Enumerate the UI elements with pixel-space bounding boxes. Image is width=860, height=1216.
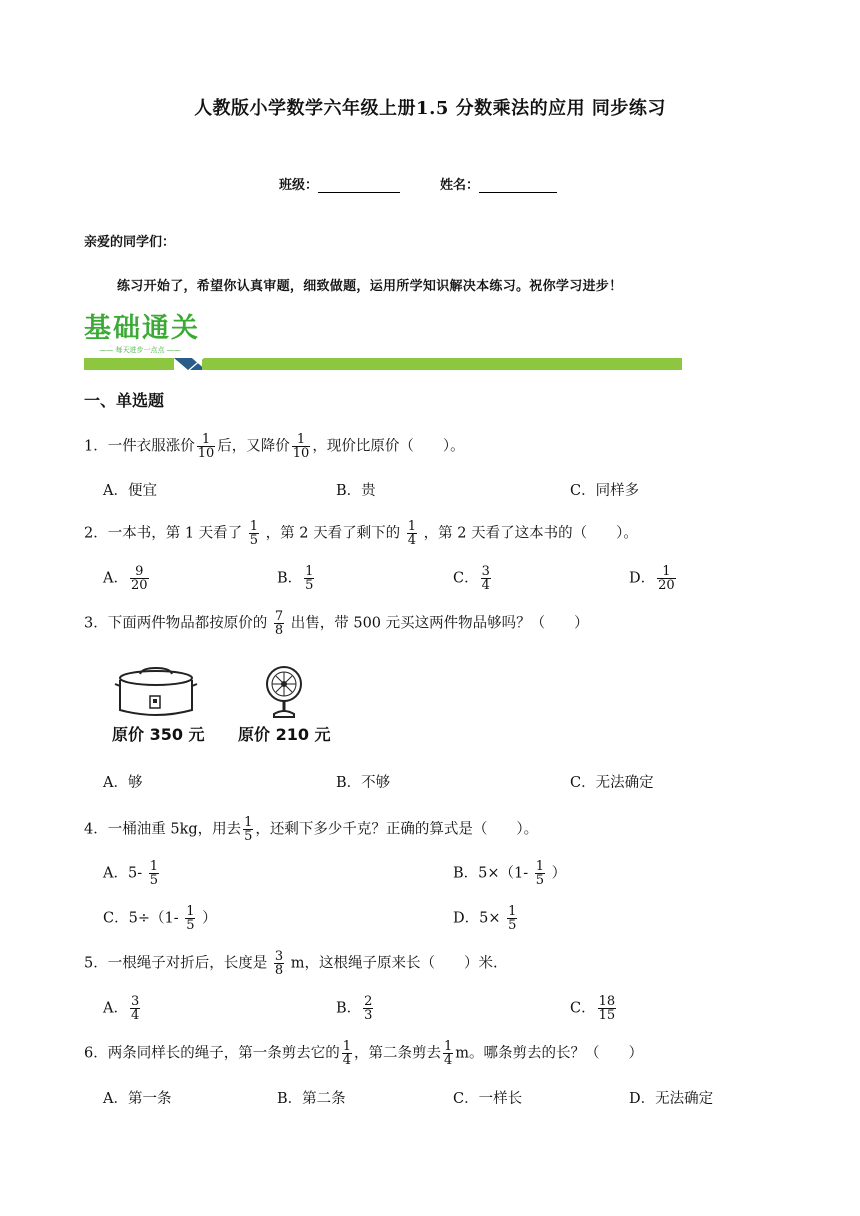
greeting: 亲爱的同学们： bbox=[84, 235, 176, 250]
q4-option-c[interactable]: C．5÷（1- $\frac{1}{5}$ ） bbox=[103, 904, 217, 933]
question-4: 4．一桶油重 5kg，用去 $\frac{1}{5}$ ，还剩下多少千克？正确的算式是（ ）。 bbox=[84, 815, 539, 844]
q4-option-a[interactable]: A．5- $\frac{1}{5}$ bbox=[103, 859, 158, 888]
name-blank bbox=[479, 178, 557, 193]
q3-option-b[interactable]: B．不够 bbox=[336, 775, 391, 791]
class-blank bbox=[318, 178, 400, 193]
q1-option-a[interactable]: A．便宜 bbox=[103, 483, 157, 499]
question-5: 5．一根绳子对折后，长度是 $\frac{3}{8}$ m，这根绳子原来长（ ）米. bbox=[84, 949, 498, 978]
q1-option-c[interactable]: C．同样多 bbox=[570, 483, 640, 499]
question-6: 6．两条同样长的绳子，第一条剪去它的 $\frac{1}{4}$ ，第二条剪去 $\frac{1}{4}$ m。哪条剪去的长？（ ） bbox=[84, 1039, 644, 1068]
q4-option-d[interactable]: D．5× $\frac{1}{5}$ bbox=[453, 904, 517, 933]
fraction: $\frac{1}{5}$ bbox=[249, 519, 259, 548]
fraction: $\frac{1}{4}$ bbox=[342, 1039, 352, 1068]
rice-cooker-image bbox=[112, 664, 212, 722]
electric-fan-image bbox=[262, 664, 308, 722]
q3-option-a[interactable]: A．够 bbox=[103, 775, 143, 791]
class-label: 班级： bbox=[279, 178, 319, 193]
q1-option-b[interactable]: B．贵 bbox=[336, 483, 376, 499]
fraction: $\frac{1}{10}$ bbox=[292, 432, 310, 461]
q5-option-a[interactable]: A． $\frac{3}{4}$ bbox=[103, 994, 140, 1023]
q2-option-c[interactable]: C． $\frac{3}{4}$ bbox=[453, 564, 490, 593]
cooker-price-caption: 原价 350 元 bbox=[112, 725, 205, 744]
q5-option-b[interactable]: B． $\frac{2}{3}$ bbox=[336, 994, 373, 1023]
q6-option-c[interactable]: C．一样长 bbox=[453, 1091, 523, 1107]
page-title: 人教版小学数学六年级上册1.5 分数乘法的应用 同步练习 bbox=[194, 98, 666, 119]
fraction: $\frac{1}{4}$ bbox=[444, 1039, 453, 1068]
fraction: $\frac{1}{4}$ bbox=[407, 519, 417, 548]
name-label: 姓名： bbox=[440, 178, 480, 193]
fraction: $\frac{3}{8}$ bbox=[274, 949, 284, 978]
class-field bbox=[279, 174, 400, 193]
q3-option-c[interactable]: C．无法确定 bbox=[570, 775, 654, 791]
name-field bbox=[440, 174, 557, 193]
question-1: 1．一件衣服涨价 $\frac{1}{10}$ 后，又降价 $\frac{1}{10}$ ，现价比原价（ ）。 bbox=[84, 432, 465, 461]
q6-option-b[interactable]: B．第二条 bbox=[277, 1091, 346, 1107]
section-banner bbox=[84, 306, 682, 370]
banner-title: 基础通关 bbox=[84, 313, 200, 344]
question-3: 3．下面两件物品都按原价的 $\frac{7}{8}$ 出售，带 500 元买这两件物品够吗？（ ） bbox=[84, 609, 589, 638]
q4-option-b[interactable]: B．5×（1- $\frac{1}{5}$ ） bbox=[453, 859, 567, 888]
intro-text: 练习开始了，希望你认真审题，细致做题，运用所学知识解决本练习。祝你学习进步！ bbox=[117, 279, 623, 294]
banner-stripe bbox=[84, 350, 682, 370]
q2-option-b[interactable]: B． $\frac{1}{5}$ bbox=[277, 564, 314, 593]
fraction: $\frac{7}{8}$ bbox=[274, 609, 284, 638]
banner-subtitle: —— 每天进步一点点 —— bbox=[99, 346, 181, 354]
q6-option-a[interactable]: A．第一条 bbox=[103, 1091, 172, 1107]
q2-option-a[interactable]: A． $\frac{9}{20}$ bbox=[103, 564, 148, 593]
q2-option-d[interactable]: D． $\frac{1}{20}$ bbox=[629, 564, 675, 593]
fraction: $\frac{1}{10}$ bbox=[197, 432, 215, 461]
question-2: 2．一本书，第 1 天看了 $\frac{1}{5}$ ，第 2 天看了剩下的 $\frac{1}{4}$ ，第 2 天看了这本书的（ ）。 bbox=[84, 519, 638, 548]
fraction: $\frac{1}{5}$ bbox=[244, 815, 253, 844]
q5-option-c[interactable]: C． $\frac{18}{15}$ bbox=[570, 994, 616, 1023]
fan-price-caption: 原价 210 元 bbox=[238, 725, 331, 744]
section-title: 一、单选题 bbox=[84, 391, 165, 410]
q6-option-d[interactable]: D．无法确定 bbox=[629, 1091, 714, 1107]
